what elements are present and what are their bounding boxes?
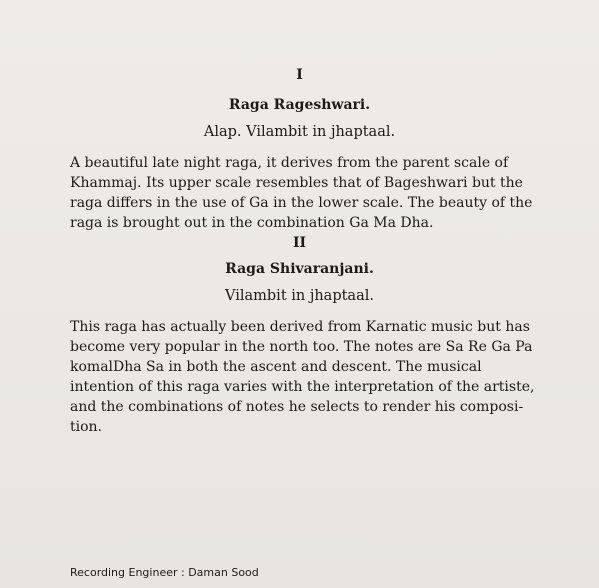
section-1-subtitle: Alap. Vilambit in jhaptaal. [203,124,396,140]
section-2-numeral: II [292,235,307,251]
section-1-line: raga differs in the use of Ga in the lower scale. The beauty of the [70,195,533,211]
section-2-line: become very popular in the north too. The notes are Sa Re Ga Pa [70,339,533,355]
section-2-line: This raga has actually been derived from Karnatic music but has [70,319,530,335]
section-1-line: A beautiful late night raga, it derives from the parent scale of [70,155,509,171]
recording-engineer-credit: Recording Engineer : Daman Sood [70,566,259,579]
section-1-numeral: I [296,67,303,83]
section-2-title: Raga Shivaranjani. [225,261,374,277]
section-1-title: Raga Rageshwari. [228,97,371,113]
section-1-line: raga is brought out in the combination Ga Ma Dha. [70,215,434,231]
section-2-subtitle: Vilambit in jhaptaal. [225,288,374,304]
section-2-line: komalDha Sa in both the ascent and descent. The musical [70,359,482,375]
section-1-description [70,153,540,233]
section-2-line: and the combinations of notes he selects to render his composi- [70,399,524,415]
section-2-line: tion. [70,419,102,435]
section-2-description [70,317,540,437]
section-2-line: intention of this raga varies with the interpretation of the artiste, [70,379,535,395]
section-1-line: Khammaj. Its upper scale resembles that of Bageshwari but the [70,175,523,191]
